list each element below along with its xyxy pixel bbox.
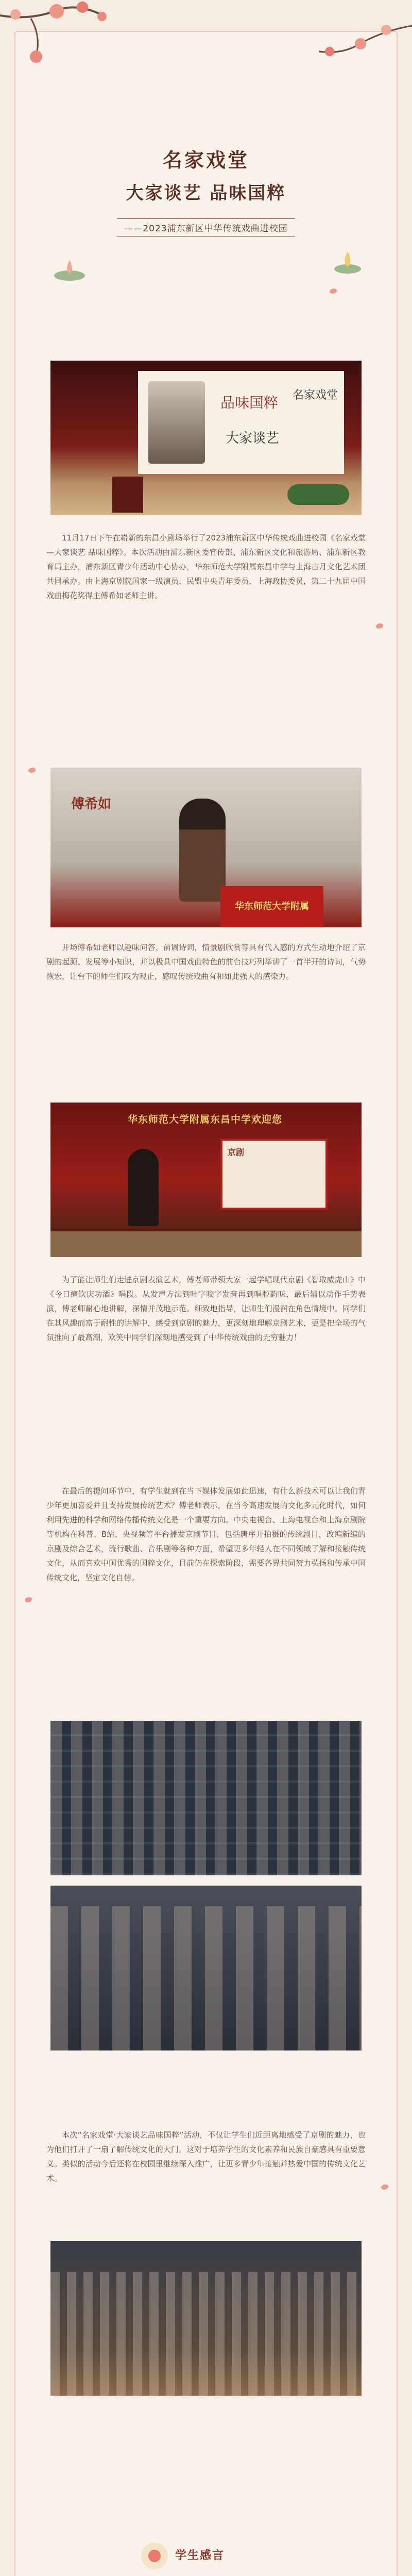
- student-section-header: [118, 2537, 294, 2573]
- stage-podium: [112, 477, 143, 513]
- intro-paragraph: [46, 531, 366, 603]
- screen-banner-line2: 名家戏堂: [293, 389, 338, 402]
- stage-banner: 华东师范大学附属东昌中学欢迎您: [127, 1114, 282, 1125]
- event-subtitle: ——2023浦东新区中华传统戏曲进校园: [117, 218, 295, 236]
- flower-icon: [139, 2540, 170, 2571]
- screen-banner-line1: 品味国粹: [220, 394, 279, 411]
- paragraph-opening: [46, 940, 366, 984]
- paragraph-text: 在最后的提问环节中，有学生就到在当下媒体发展如此迅速，有什么新技术可以让我们青少年更加喜爱并且支持发展传统艺术？傅老师表示，在当今高速发展的文化多元化时代，如何利用先进的科学和网络传播传统文化是一个重要方向。中央电视台、上海电视台和上海京剧院等机构在科普、B站、央视频等平台播发京剧节目，包括唐序开拍摄的传统剧目，改编新编的京剧及综合艺术，流行歌曲、音乐剧等各种方面，希望更多年轻人在不同领域了解和接触传统文化，从而喜欢中国优秀的国粹文化，目前仍在探索阶段，需要各界共同努力弘扬和传承中国传统文化，坚定文化自信。: [46, 1486, 366, 1582]
- paragraph-singing: [46, 1273, 366, 1345]
- photo-stage-lecture: [50, 361, 362, 515]
- stage-screen-right: [220, 1139, 328, 1210]
- paragraph-text: 11月17日下午在崭新的东昌小剧场举行了2023浦东新区中华传统戏曲进校园《名家戏堂—大家谈艺 品味国粹》。本次活动由浦东新区委宣传部、浦东新区文化和旅游局、浦东新区教育局主办，浦东新区青少年活动中心协办，华东师范大学附属东昌中学与上海古月文化艺术团共同承办。由上海京剧院国家一级演员，民盟中央青年委员，上海政协委员，第二十九届中国戏曲梅花奖得主傅希如老师主讲。: [46, 533, 366, 600]
- paragraph-text: 为了能让师生们走进京剧表演艺术，傅老师带领大家一起学唱现代京剧《智取威虎山》中《今日痛饮庆功酒》唱段。从发声方法到吐字咬字发音再到唱腔韵味，最后辅以动作手势表演，傅老师耐心地讲解，深情并茂地示范。细致地指导，让师生们漫润在角色情境中。同学们在其风趣而富于耐性的讲解中，感受到京剧的魅力，更深刻地理解京剧艺术，更是把全场的气氛推向了最高潮，欢笑中同学们深刻地感受到了中华传统戏曲的无穷魅力！: [46, 1275, 366, 1342]
- podium-banner: 华东师范大学附属: [220, 886, 323, 927]
- performer-figure: [128, 1149, 159, 1226]
- screen-banner-line3: 大家谈艺: [226, 431, 280, 446]
- screen-portrait: [148, 381, 205, 464]
- plum-branch-top-right: [309, 15, 412, 72]
- photo-speaker: [50, 768, 362, 927]
- screen-text: 京剧: [228, 1147, 245, 1157]
- stage-plants: [287, 484, 349, 505]
- photo-group: [50, 2241, 362, 2396]
- lotus-decoration-left: [52, 255, 88, 286]
- paragraph-qa: [46, 1484, 366, 1585]
- speaker-figure: [179, 799, 226, 902]
- audience-rows: [50, 1721, 362, 1875]
- page-subtitle-main: 大家谈艺 品味国粹: [126, 183, 286, 204]
- paragraph-summary: [46, 2128, 366, 2185]
- stage-floor: [50, 1231, 362, 1257]
- lotus-decoration-right: [330, 247, 366, 278]
- photo-audience-2: [50, 1886, 362, 2050]
- paragraph-text: 本次“名家戏堂·大家谈艺品味国粹”活动，不仅让学生们近距离地感受了京剧的魅力，也为他们打开了一扇了解传统文化的大门。这对于培养学生的文化素养和民族自豪感具有重要意义。类似的活动今后还将在校园里继续深入推广，让更多青少年接触并热爱中国的传统文化艺术。: [46, 2130, 366, 2183]
- title-block: [0, 144, 412, 236]
- speaker-screen-text: 傅希如: [71, 796, 112, 812]
- stage-screen: [138, 371, 344, 474]
- photo-stage-wide: [50, 1103, 362, 1257]
- group-rows: [50, 2272, 362, 2396]
- page-title: 名家戏堂: [162, 148, 249, 172]
- paragraph-text: 开场傅希如老师以趣味问答、前调诗词，情景剧欣赏等具有代入感的方式生动地介绍了京剧的起源、发展等小知识，并以极具中国戏曲特色的前台技巧列举讲了一首半开的诗词，气势恢宏，让台下的师生们叹为观止，感叹传统戏曲有和如此强大的感染力。: [46, 943, 366, 981]
- photo-audience-1: [50, 1721, 362, 1875]
- student-section-title: 学生感言: [175, 2549, 225, 2562]
- students-rows: [50, 1906, 362, 2050]
- plum-branch-top-left: [0, 0, 124, 72]
